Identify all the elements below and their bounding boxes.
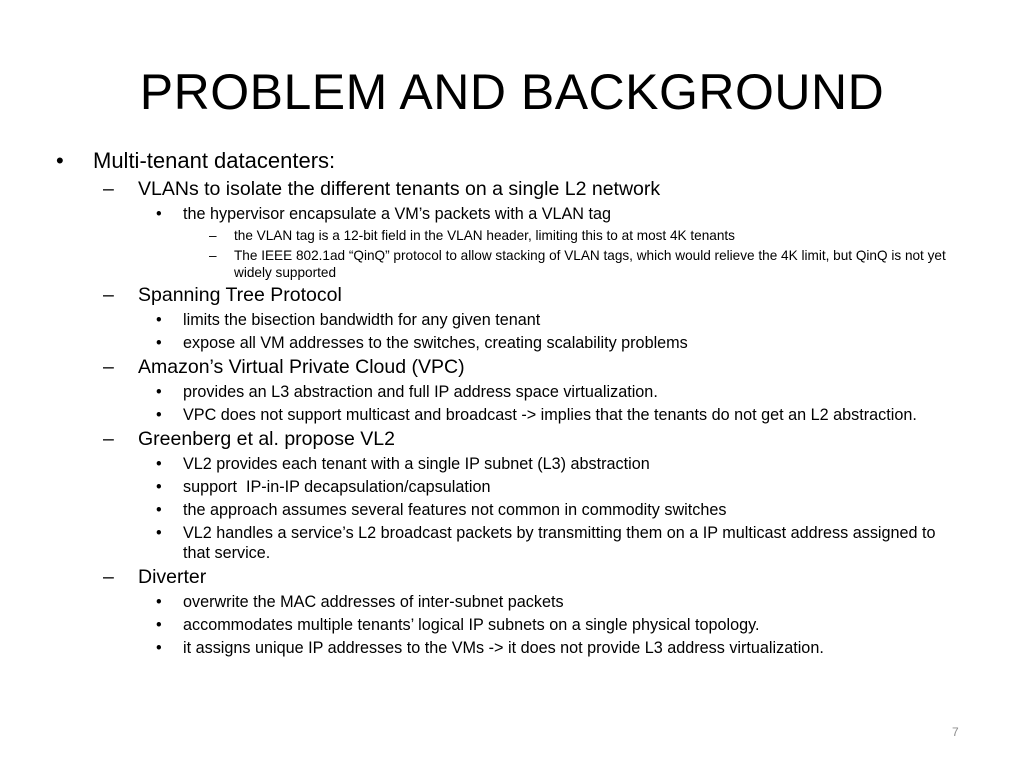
bullet-text: accommodates multiple tenants’ logical IP subnets on a single physical topology. xyxy=(183,616,760,634)
bullet-diverter xyxy=(56,566,966,589)
bullet-vl2-item xyxy=(56,454,966,474)
bullet-vl2-item xyxy=(56,500,966,520)
bullet-text: VL2 handles a service’s L2 broadcast packets by transmitting them on a IP multicast address assigned to that service. xyxy=(183,524,936,562)
bullet-stp-item xyxy=(56,333,966,353)
bullet-dash-icon: – xyxy=(103,356,114,378)
bullet-dot-icon: • xyxy=(156,593,162,611)
bullet-text: it assigns unique IP addresses to the VMs -> it does not provide L3 address virtualization. xyxy=(183,639,824,657)
bullet-text: VPC does not support multicast and broadcast -> implies that the tenants do not get an L2 abstraction. xyxy=(183,406,917,424)
bullet-dash-icon: – xyxy=(103,428,114,450)
bullet-text: the VLAN tag is a 12-bit field in the VLAN header, limiting this to at most 4K tenants xyxy=(234,228,735,243)
bullet-text: limits the bisection bandwidth for any given tenant xyxy=(183,311,541,329)
slide-title: PROBLEM AND BACKGROUND xyxy=(139,64,885,120)
bullet-text: the hypervisor encapsulate a VM’s packets with a VLAN tag xyxy=(183,205,611,223)
bullet-dot-icon: • xyxy=(156,501,162,519)
bullet-diverter-item xyxy=(56,638,966,658)
bullet-dot-icon: • xyxy=(156,524,162,542)
bullet-dot-icon: • xyxy=(156,383,162,401)
bullet-dash-icon: – xyxy=(209,228,217,243)
bullet-dot-icon: • xyxy=(156,616,162,634)
bullet-dot-icon: • xyxy=(156,478,162,496)
bullet-dot-icon: • xyxy=(156,205,162,223)
bullet-text: Amazon’s Virtual Private Cloud (VPC) xyxy=(138,356,465,378)
bullet-dot-icon: • xyxy=(156,406,162,424)
bullet-dot-icon: • xyxy=(156,455,162,473)
bullet-text: overwrite the MAC addresses of inter-subnet packets xyxy=(183,593,564,611)
bullet-vpc-item xyxy=(56,382,966,402)
bullet-diverter-item xyxy=(56,592,966,612)
bullet-text: The IEEE 802.1ad “QinQ” protocol to allow stacking of VLAN tags, which would relieve the 4K limit, but QinQ is not yet widely supported xyxy=(234,248,946,280)
bullet-text: Diverter xyxy=(138,566,207,588)
bullet-vlan-tag-limit xyxy=(56,227,966,244)
bullet-dash-icon: – xyxy=(103,178,114,200)
bullet-vl2-item xyxy=(56,477,966,497)
bullet-dot-icon: • xyxy=(156,334,162,352)
bullet-text: Spanning Tree Protocol xyxy=(138,284,342,306)
bullet-vl2 xyxy=(56,428,966,451)
bullet-vpc-item xyxy=(56,405,966,425)
bullet-diverter-item xyxy=(56,615,966,635)
bullet-dash-icon: – xyxy=(103,284,114,306)
bullet-vl2-item xyxy=(56,523,966,563)
bullet-dot-icon: • xyxy=(56,148,64,173)
bullet-vlans xyxy=(56,178,966,201)
bullet-text: provides an L3 abstraction and full IP address space virtualization. xyxy=(183,383,658,401)
bullet-dash-icon: – xyxy=(103,566,114,588)
slide-content xyxy=(56,148,966,658)
bullet-spanning-tree xyxy=(56,284,966,307)
bullet-text: VL2 provides each tenant with a single IP subnet (L3) abstraction xyxy=(183,455,650,473)
bullet-text: expose all VM addresses to the switches, creating scalability problems xyxy=(183,334,688,352)
bullet-dot-icon: • xyxy=(156,639,162,657)
bullet-text: the approach assumes several features not common in commodity switches xyxy=(183,501,727,519)
bullet-text: Multi-tenant datacenters: xyxy=(93,148,336,173)
bullet-text: Greenberg et al. propose VL2 xyxy=(138,428,395,450)
bullet-text: VLANs to isolate the different tenants on a single L2 network xyxy=(138,178,661,200)
page-number: 7 xyxy=(952,725,959,739)
bullet-qinq xyxy=(56,247,966,281)
bullet-dot-icon: • xyxy=(156,311,162,329)
bullet-hypervisor xyxy=(56,204,966,224)
bullet-stp-item xyxy=(56,310,966,330)
bullet-text: support IP-in-IP decapsulation/capsulation xyxy=(183,478,491,496)
bullet-multitenant-datacenters xyxy=(56,148,966,174)
bullet-dash-icon: – xyxy=(209,248,217,263)
bullet-amazon-vpc xyxy=(56,356,966,379)
